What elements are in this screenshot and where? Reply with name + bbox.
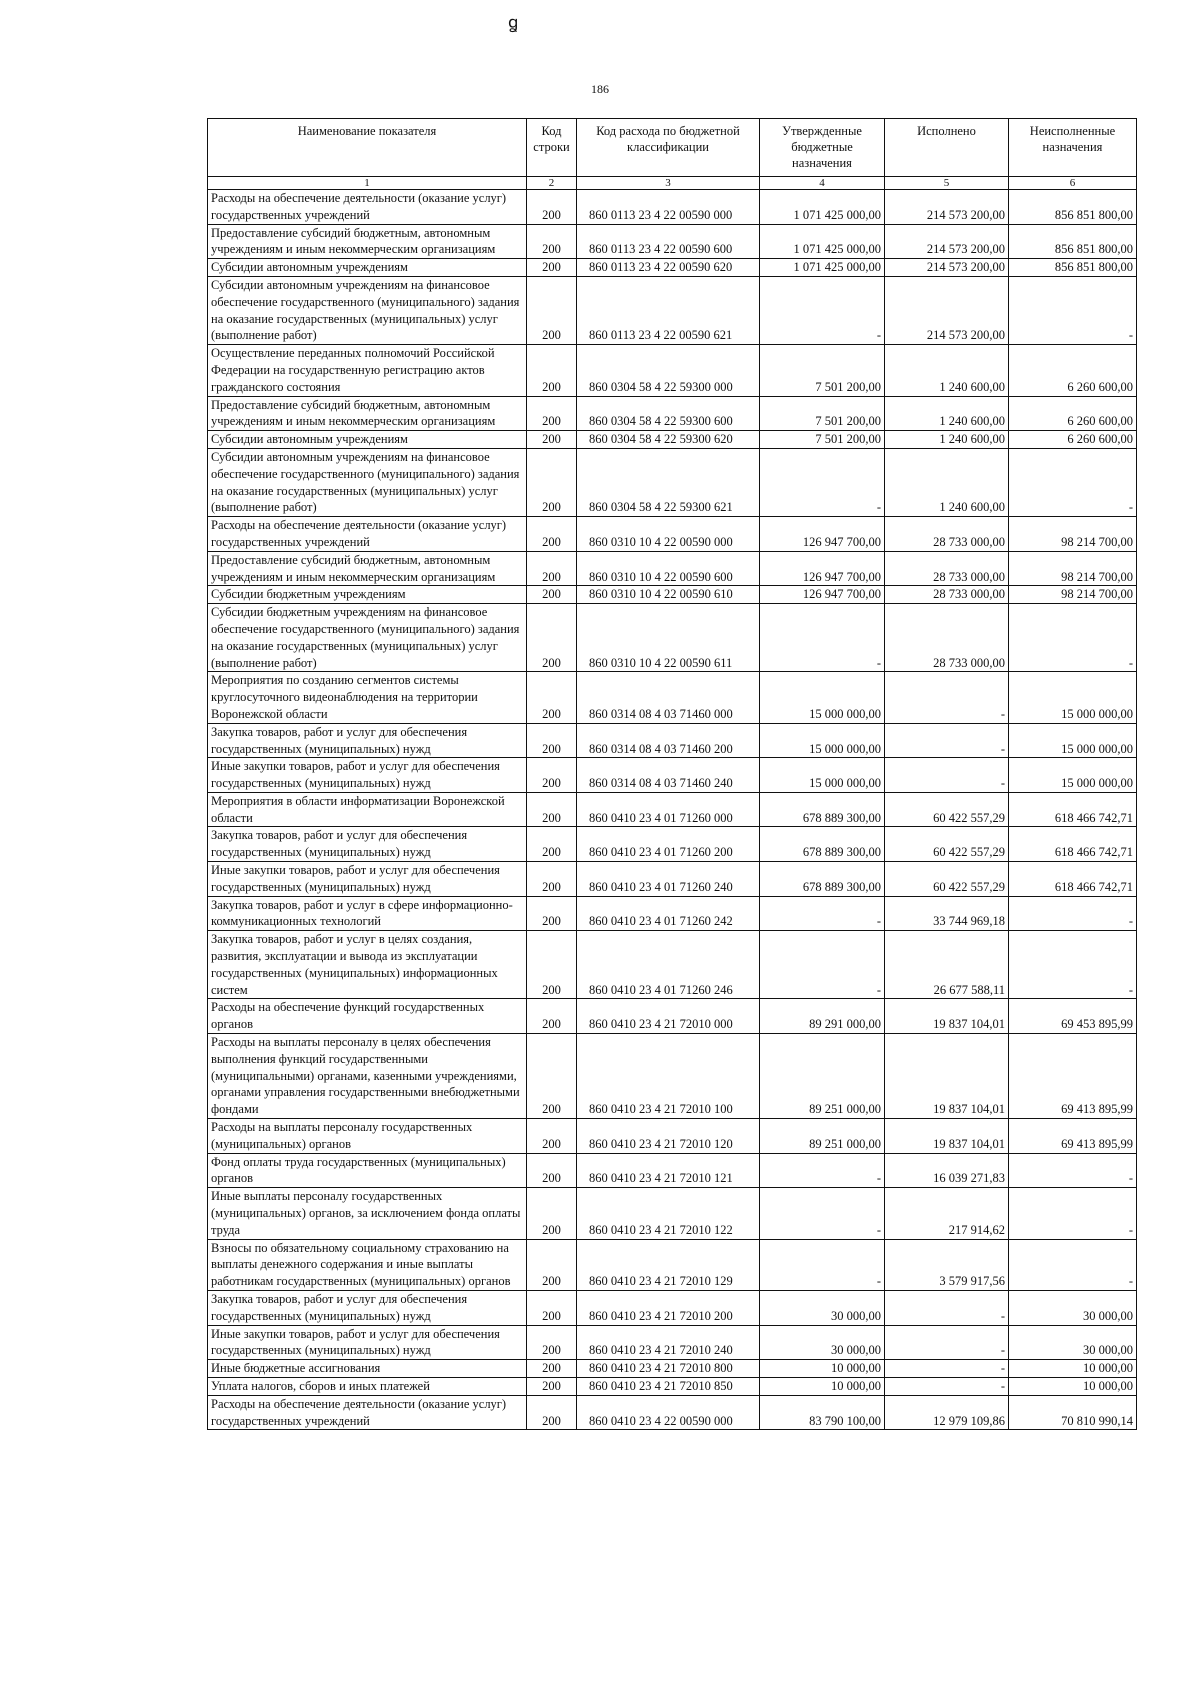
row-name: Уплата налогов, сборов и иных платежей [208, 1377, 527, 1395]
row-name: Осуществление переданных полномочий Российской Федерации на государственную регистрацию актов гражданского состояния [208, 345, 527, 396]
row-approved: - [760, 448, 885, 516]
row-approved: - [760, 1188, 885, 1239]
row-approved: 89 251 000,00 [760, 1034, 885, 1119]
row-code: 200 [527, 224, 577, 259]
row-unexecuted: 618 466 742,71 [1009, 827, 1137, 862]
row-executed: 33 744 969,18 [885, 896, 1009, 931]
row-unexecuted: 856 851 800,00 [1009, 224, 1137, 259]
row-name: Иные бюджетные ассигнования [208, 1360, 527, 1378]
row-code: 200 [527, 827, 577, 862]
row-approved: 89 291 000,00 [760, 999, 885, 1034]
row-kbk: 860 0113 23 4 22 00590 000 [577, 190, 760, 225]
row-executed: 26 677 588,11 [885, 931, 1009, 999]
row-approved: - [760, 276, 885, 344]
row-approved: 126 947 700,00 [760, 551, 885, 586]
row-unexecuted: 98 214 700,00 [1009, 517, 1137, 552]
table-row [208, 586, 1137, 604]
page-number: 186 [591, 82, 609, 96]
row-approved: 7 501 200,00 [760, 396, 885, 431]
row-approved: 10 000,00 [760, 1377, 885, 1395]
row-approved: - [760, 1153, 885, 1188]
row-executed: 28 733 000,00 [885, 517, 1009, 552]
column-number: 4 [760, 177, 885, 190]
table-row [208, 1325, 1137, 1360]
row-kbk: 860 0310 10 4 22 00590 610 [577, 586, 760, 604]
row-unexecuted: 10 000,00 [1009, 1360, 1137, 1378]
row-approved: - [760, 931, 885, 999]
table-row [208, 672, 1137, 723]
row-name: Субсидии бюджетным учреждениям на финансовое обеспечение государственного (муниципального) задания на оказание государственных (муниципальных) услуг (выполнение работ) [208, 604, 527, 672]
row-name: Взносы по обязательному социальному страхованию на выплаты денежного содержания и иные выплаты работникам государственных (муниципальных) органов [208, 1239, 527, 1290]
row-code: 200 [527, 931, 577, 999]
row-kbk: 860 0113 23 4 22 00590 621 [577, 276, 760, 344]
row-executed: 19 837 104,01 [885, 999, 1009, 1034]
row-unexecuted: - [1009, 276, 1137, 344]
row-kbk: 860 0410 23 4 22 00590 000 [577, 1395, 760, 1430]
table-row [208, 1153, 1137, 1188]
row-kbk: 860 0410 23 4 01 71260 246 [577, 931, 760, 999]
row-name: Закупка товаров, работ и услуг для обеспечения государственных (муниципальных) нужд [208, 827, 527, 862]
row-approved: 678 889 300,00 [760, 862, 885, 897]
row-kbk: 860 0113 23 4 22 00590 600 [577, 224, 760, 259]
row-unexecuted: - [1009, 1188, 1137, 1239]
row-name: Расходы на обеспечение деятельности (оказание услуг) государственных учреждений [208, 517, 527, 552]
table-row [208, 551, 1137, 586]
row-unexecuted: 10 000,00 [1009, 1377, 1137, 1395]
row-code: 200 [527, 551, 577, 586]
column-number: 3 [577, 177, 760, 190]
row-unexecuted: 15 000 000,00 [1009, 672, 1137, 723]
row-code: 200 [527, 792, 577, 827]
table-row [208, 1360, 1137, 1378]
row-executed: 60 422 557,29 [885, 827, 1009, 862]
table-row [208, 431, 1137, 449]
row-approved: 678 889 300,00 [760, 792, 885, 827]
row-approved: 30 000,00 [760, 1325, 885, 1360]
table-row [208, 448, 1137, 516]
row-unexecuted: 15 000 000,00 [1009, 758, 1137, 793]
row-kbk: 860 0304 58 4 22 59300 620 [577, 431, 760, 449]
row-approved: 15 000 000,00 [760, 672, 885, 723]
row-name: Предоставление субсидий бюджетным, автономным учреждениям и иным некоммерческим организациям [208, 396, 527, 431]
row-unexecuted: 69 413 895,99 [1009, 1119, 1137, 1154]
row-name: Закупка товаров, работ и услуг для обеспечения государственных (муниципальных) нужд [208, 1291, 527, 1326]
table-row [208, 604, 1137, 672]
row-kbk: 860 0113 23 4 22 00590 620 [577, 259, 760, 277]
table-row [208, 723, 1137, 758]
row-approved: 1 071 425 000,00 [760, 224, 885, 259]
row-executed: 1 240 600,00 [885, 396, 1009, 431]
row-code: 200 [527, 1360, 577, 1378]
row-kbk: 860 0310 10 4 22 00590 611 [577, 604, 760, 672]
row-kbk: 860 0410 23 4 21 72010 100 [577, 1034, 760, 1119]
row-executed: 214 573 200,00 [885, 259, 1009, 277]
column-number: 2 [527, 177, 577, 190]
table-row [208, 1188, 1137, 1239]
row-unexecuted: - [1009, 448, 1137, 516]
row-unexecuted: 30 000,00 [1009, 1325, 1137, 1360]
row-code: 200 [527, 1119, 577, 1154]
table-row [208, 1377, 1137, 1395]
table-row [208, 896, 1137, 931]
header-kbk: Код расхода по бюджетной классификации [577, 119, 760, 177]
row-kbk: 860 0304 58 4 22 59300 000 [577, 345, 760, 396]
row-executed: 60 422 557,29 [885, 792, 1009, 827]
table-row [208, 1119, 1137, 1154]
row-code: 200 [527, 896, 577, 931]
table-row [208, 345, 1137, 396]
row-name: Расходы на выплаты персоналу в целях обеспечения выполнения функций государственными (муниципальными) органами, казенными учреждениями, органами управления государственными внебюджетными фондами [208, 1034, 527, 1119]
row-name: Фонд оплаты труда государственных (муниципальных) органов [208, 1153, 527, 1188]
row-executed: 214 573 200,00 [885, 276, 1009, 344]
row-executed: 19 837 104,01 [885, 1034, 1009, 1119]
row-unexecuted: 98 214 700,00 [1009, 586, 1137, 604]
header-approved: Утвержденные бюджетные назначения [760, 119, 885, 177]
row-code: 200 [527, 448, 577, 516]
row-name: Мероприятия по созданию сегментов системы круглосуточного видеонаблюдения на территории Воронежской области [208, 672, 527, 723]
table-row [208, 792, 1137, 827]
table-row [208, 758, 1137, 793]
row-unexecuted: - [1009, 1239, 1137, 1290]
row-kbk: 860 0410 23 4 21 72010 121 [577, 1153, 760, 1188]
row-name: Расходы на обеспечение функций государственных органов [208, 999, 527, 1034]
column-number: 1 [208, 177, 527, 190]
table-row [208, 827, 1137, 862]
row-approved: 126 947 700,00 [760, 517, 885, 552]
row-executed: - [885, 1325, 1009, 1360]
row-unexecuted: 856 851 800,00 [1009, 190, 1137, 225]
row-code: 200 [527, 276, 577, 344]
row-name: Субсидии автономным учреждениям [208, 431, 527, 449]
row-name: Субсидии автономным учреждениям [208, 259, 527, 277]
table-row [208, 396, 1137, 431]
table-row [208, 190, 1137, 225]
row-executed: 19 837 104,01 [885, 1119, 1009, 1154]
row-unexecuted: - [1009, 1153, 1137, 1188]
table-body [208, 190, 1137, 1430]
row-executed: 1 240 600,00 [885, 431, 1009, 449]
table-header-row [208, 119, 1137, 177]
row-kbk: 860 0410 23 4 01 71260 200 [577, 827, 760, 862]
row-kbk: 860 0304 58 4 22 59300 621 [577, 448, 760, 516]
row-kbk: 860 0410 23 4 21 72010 129 [577, 1239, 760, 1290]
row-approved: 678 889 300,00 [760, 827, 885, 862]
header-unexecuted: Неисполненные назначения [1009, 119, 1137, 177]
row-code: 200 [527, 1239, 577, 1290]
row-code: 200 [527, 431, 577, 449]
row-approved: 15 000 000,00 [760, 758, 885, 793]
table-row [208, 931, 1137, 999]
row-kbk: 860 0410 23 4 21 72010 120 [577, 1119, 760, 1154]
row-code: 200 [527, 190, 577, 225]
row-name: Закупка товаров, работ и услуг в целях создания, развития, эксплуатации и вывода из эксплуатации государственных (муниципальных) информационных систем [208, 931, 527, 999]
row-executed: - [885, 1360, 1009, 1378]
row-code: 200 [527, 396, 577, 431]
table-row [208, 1291, 1137, 1326]
row-kbk: 860 0310 10 4 22 00590 600 [577, 551, 760, 586]
row-kbk: 860 0410 23 4 01 71260 242 [577, 896, 760, 931]
row-kbk: 860 0410 23 4 21 72010 200 [577, 1291, 760, 1326]
row-executed: 217 914,62 [885, 1188, 1009, 1239]
header-row-code: Код строки [527, 119, 577, 177]
row-executed: 214 573 200,00 [885, 190, 1009, 225]
row-executed: 1 240 600,00 [885, 345, 1009, 396]
table-row [208, 1034, 1137, 1119]
row-kbk: 860 0314 08 4 03 71460 200 [577, 723, 760, 758]
table-row [208, 517, 1137, 552]
row-executed: - [885, 723, 1009, 758]
row-executed: 12 979 109,86 [885, 1395, 1009, 1430]
table-row [208, 1239, 1137, 1290]
row-approved: 10 000,00 [760, 1360, 885, 1378]
row-unexecuted: 98 214 700,00 [1009, 551, 1137, 586]
row-executed: 28 733 000,00 [885, 551, 1009, 586]
row-approved: 7 501 200,00 [760, 345, 885, 396]
row-code: 200 [527, 862, 577, 897]
row-executed: 28 733 000,00 [885, 586, 1009, 604]
row-code: 200 [527, 999, 577, 1034]
header-name: Наименование показателя [208, 119, 527, 177]
row-kbk: 860 0314 08 4 03 71460 000 [577, 672, 760, 723]
row-unexecuted: 30 000,00 [1009, 1291, 1137, 1326]
row-code: 200 [527, 1153, 577, 1188]
row-name: Закупка товаров, работ и услуг для обеспечения государственных (муниципальных) нужд [208, 723, 527, 758]
row-executed: 28 733 000,00 [885, 604, 1009, 672]
row-name: Расходы на обеспечение деятельности (оказание услуг) государственных учреждений [208, 190, 527, 225]
row-kbk: 860 0410 23 4 21 72010 240 [577, 1325, 760, 1360]
row-executed: 1 240 600,00 [885, 448, 1009, 516]
row-name: Закупка товаров, работ и услуг в сфере информационно-коммуникационных технологий [208, 896, 527, 931]
row-name: Иные закупки товаров, работ и услуг для обеспечения государственных (муниципальных) нужд [208, 862, 527, 897]
row-kbk: 860 0410 23 4 21 72010 122 [577, 1188, 760, 1239]
row-approved: 1 071 425 000,00 [760, 190, 885, 225]
row-approved: 83 790 100,00 [760, 1395, 885, 1430]
row-approved: - [760, 604, 885, 672]
row-name: Предоставление субсидий бюджетным, автономным учреждениям и иным некоммерческим организациям [208, 551, 527, 586]
row-kbk: 860 0410 23 4 21 72010 850 [577, 1377, 760, 1395]
row-name: Иные выплаты персоналу государственных (муниципальных) органов, за исключением фонда оплаты труда [208, 1188, 527, 1239]
table-row [208, 1395, 1137, 1430]
row-approved: 1 071 425 000,00 [760, 259, 885, 277]
table-row [208, 276, 1137, 344]
row-kbk: 860 0310 10 4 22 00590 000 [577, 517, 760, 552]
row-name: Предоставление субсидий бюджетным, автономным учреждениям и иным некоммерческим организациям [208, 224, 527, 259]
row-kbk: 860 0314 08 4 03 71460 240 [577, 758, 760, 793]
row-unexecuted: 69 413 895,99 [1009, 1034, 1137, 1119]
header-executed: Исполнено [885, 119, 1009, 177]
row-code: 200 [527, 345, 577, 396]
row-code: 200 [527, 1188, 577, 1239]
row-name: Субсидии автономным учреждениям на финансовое обеспечение государственного (муниципального) задания на оказание государственных (муниципальных) услуг (выполнение работ) [208, 448, 527, 516]
row-code: 200 [527, 1377, 577, 1395]
row-kbk: 860 0410 23 4 21 72010 800 [577, 1360, 760, 1378]
row-code: 200 [527, 517, 577, 552]
row-code: 200 [527, 723, 577, 758]
row-unexecuted: 6 260 600,00 [1009, 345, 1137, 396]
row-name: Субсидии бюджетным учреждениям [208, 586, 527, 604]
table-row [208, 862, 1137, 897]
row-approved: 7 501 200,00 [760, 431, 885, 449]
row-unexecuted: 6 260 600,00 [1009, 396, 1137, 431]
row-code: 200 [527, 672, 577, 723]
row-name: Мероприятия в области информатизации Воронежской области [208, 792, 527, 827]
row-kbk: 860 0304 58 4 22 59300 600 [577, 396, 760, 431]
scan-mark: ꬶ [508, 13, 519, 32]
row-executed: 60 422 557,29 [885, 862, 1009, 897]
row-kbk: 860 0410 23 4 21 72010 000 [577, 999, 760, 1034]
row-approved: 15 000 000,00 [760, 723, 885, 758]
row-code: 200 [527, 1291, 577, 1326]
row-unexecuted: 6 260 600,00 [1009, 431, 1137, 449]
row-approved: - [760, 1239, 885, 1290]
row-name: Субсидии автономным учреждениям на финансовое обеспечение государственного (муниципального) задания на оказание государственных (муниципальных) услуг (выполнение работ) [208, 276, 527, 344]
row-executed: - [885, 758, 1009, 793]
row-name: Расходы на обеспечение деятельности (оказание услуг) государственных учреждений [208, 1395, 527, 1430]
row-code: 200 [527, 259, 577, 277]
column-number-row [208, 177, 1137, 190]
row-kbk: 860 0410 23 4 01 71260 240 [577, 862, 760, 897]
row-approved: - [760, 896, 885, 931]
row-executed: - [885, 1377, 1009, 1395]
row-executed: - [885, 672, 1009, 723]
column-number: 6 [1009, 177, 1137, 190]
row-executed: 16 039 271,83 [885, 1153, 1009, 1188]
column-number: 5 [885, 177, 1009, 190]
row-approved: 30 000,00 [760, 1291, 885, 1326]
row-unexecuted: 856 851 800,00 [1009, 259, 1137, 277]
row-unexecuted: - [1009, 931, 1137, 999]
row-executed: - [885, 1291, 1009, 1326]
row-unexecuted: 69 453 895,99 [1009, 999, 1137, 1034]
row-code: 200 [527, 1325, 577, 1360]
table-row [208, 224, 1137, 259]
row-code: 200 [527, 586, 577, 604]
row-approved: 126 947 700,00 [760, 586, 885, 604]
row-name: Иные закупки товаров, работ и услуг для обеспечения государственных (муниципальных) нужд [208, 1325, 527, 1360]
row-name: Расходы на выплаты персоналу государственных (муниципальных) органов [208, 1119, 527, 1154]
row-kbk: 860 0410 23 4 01 71260 000 [577, 792, 760, 827]
row-unexecuted: - [1009, 896, 1137, 931]
row-unexecuted: 70 810 990,14 [1009, 1395, 1137, 1430]
row-code: 200 [527, 1395, 577, 1430]
row-executed: 214 573 200,00 [885, 224, 1009, 259]
row-name: Иные закупки товаров, работ и услуг для обеспечения государственных (муниципальных) нужд [208, 758, 527, 793]
row-unexecuted: 618 466 742,71 [1009, 862, 1137, 897]
table-row [208, 259, 1137, 277]
row-code: 200 [527, 758, 577, 793]
row-code: 200 [527, 1034, 577, 1119]
row-code: 200 [527, 604, 577, 672]
budget-execution-table [207, 118, 1137, 1430]
table-row [208, 999, 1137, 1034]
row-unexecuted: - [1009, 604, 1137, 672]
row-executed: 3 579 917,56 [885, 1239, 1009, 1290]
row-approved: 89 251 000,00 [760, 1119, 885, 1154]
row-unexecuted: 15 000 000,00 [1009, 723, 1137, 758]
row-unexecuted: 618 466 742,71 [1009, 792, 1137, 827]
